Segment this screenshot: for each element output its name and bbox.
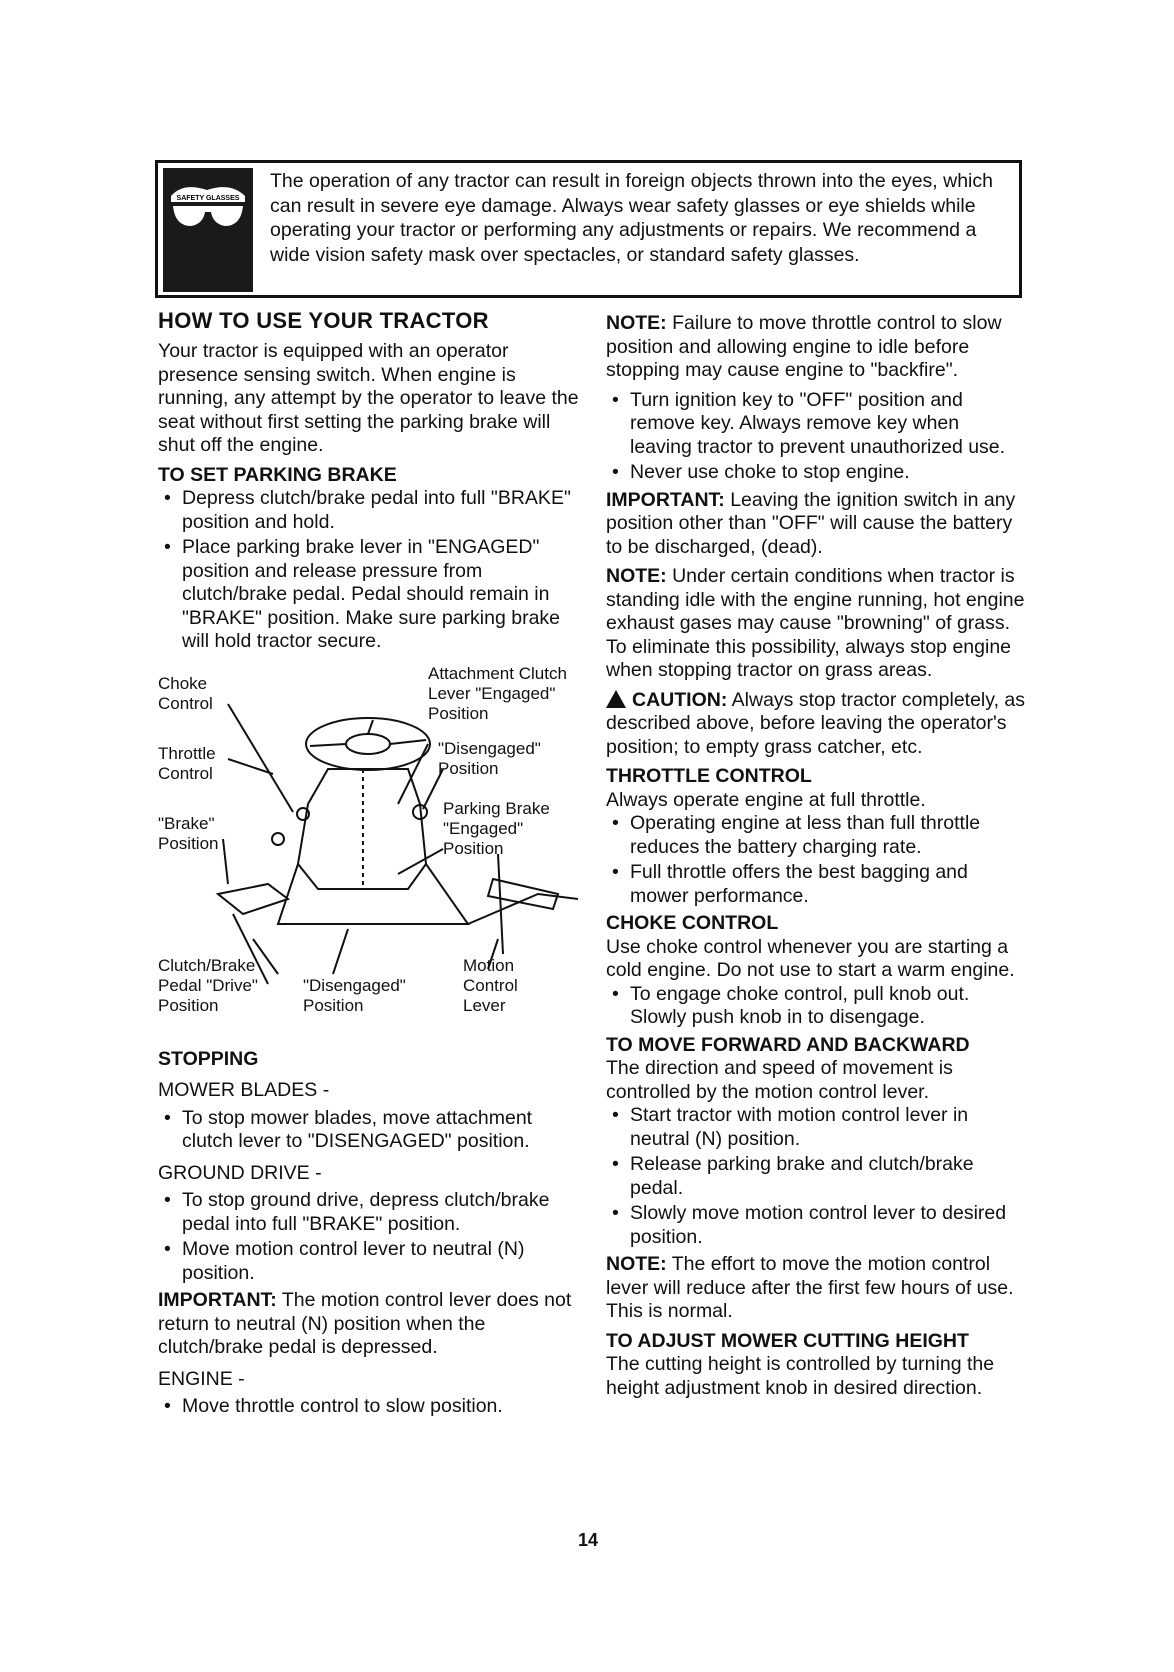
page-title: HOW TO USE YOUR TRACTOR [158,308,489,333]
label-brake-position: "Brake" Position [158,813,219,853]
forward-text: The direction and speed of movement is controlled by the motion control lever. [606,1057,953,1103]
label-clutch-brake-pedal: Clutch/Brake Pedal "Drive" Position [158,955,258,1015]
safety-glasses-icon [163,168,253,292]
note-backfire [606,312,1026,383]
label-disengaged-position: "Disengaged" Position [438,738,541,778]
note-text: Under certain conditions when tractor is standing idle with the engine running, hot engine exhaust gases may cause "browning" of grass. To eliminate this possibility, always stop engine when stopping tractor on grass areas. [606,565,1025,681]
label-pedal-disengaged: "Disengaged" Position [303,975,406,1015]
list-item: • Turn ignition key to "OFF" position and remove key. Always remove key when leaving tractor to prevent unauthorized use. [606,389,1026,460]
cutting-height-text: The cutting height is controlled by turning the height adjustment knob in desired direction. [606,1353,995,1399]
engine-list [158,1395,588,1419]
label-throttle-control: Throttle Control [158,743,216,783]
important-label: IMPORTANT: [158,1289,277,1311]
important-text: The motion control lever does not return to neutral (N) position when the clutch/brake pedal is depressed. [158,1289,572,1358]
list-item: • To stop mower blades, move attachment clutch lever to "DISENGAGED" position. [158,1107,588,1154]
caution-icon [606,690,626,708]
right-column [606,312,1026,1400]
label-parking-brake: Parking Brake "Engaged" Position [443,798,550,858]
choke-text: Use choke control whenever you are starting a cold engine. Do not use to start a warm engine. [606,935,1015,981]
safety-warning-box [155,160,1022,298]
cutting-height-heading: TO ADJUST MOWER CUTTING HEIGHT [606,1329,969,1352]
list-item: • Start tractor with motion control lever in neutral (N) position. [606,1104,1026,1151]
list-item: • Never use choke to stop engine. [606,461,1026,485]
warning-text: The operation of any tractor can result in foreign objects thrown into the eyes, which can result in severe eye damage. Always wear safety glasses or eye shields while operating your tractor or performing any adjustments or repairs. We recommend a wide vision safety mask over spectacles, or standard safety glasses. [270,170,993,266]
left-column [158,308,588,1423]
list-item: • Place parking brake lever in "ENGAGED" position and release pressure from clutch/brake pedal. Pedal should remain in "BRAKE" position. Make sure parking brake will hold tractor secure. [158,536,588,654]
caution-text: Always stop tractor completely, as described above, before leaving the operator's position; to empty grass catcher, etc. [606,688,1025,758]
engine-heading: ENGINE - [158,1367,245,1390]
tractor-controls-diagram [158,664,588,1034]
choke-heading: CHOKE CONTROL [606,912,779,934]
list-item: • Move motion control lever to neutral (N) position. [158,1238,588,1285]
mower-blades-list [158,1107,588,1154]
note-label: NOTE: [606,1253,667,1275]
mower-blades-heading: MOWER BLADES - [158,1079,330,1101]
list-item: • Depress clutch/brake pedal into full "BRAKE" position and hold. [158,487,588,534]
note-text: Failure to move throttle control to slow position and allowing engine to idle before stopping may cause engine to "backfire". [606,312,1002,381]
ignition-list [606,389,1026,485]
note-label: NOTE: [606,312,667,334]
note-text: The effort to move the motion control lever will reduce after the first few hours of use. This is normal. [606,1253,1014,1322]
label-choke-control: Choke Control [158,673,213,713]
list-item: • Full throttle offers the best bagging and mower performance. [606,861,1026,908]
page-number: 14 [578,1530,599,1550]
steering-wheel-shape [306,718,430,770]
ground-drive-list [158,1189,588,1285]
caution-note [606,689,1026,760]
ground-drive-heading: GROUND DRIVE - [158,1161,322,1184]
important-label: IMPORTANT: [606,488,725,511]
intro-paragraph: Your tractor is equipped with an operator presence sensing switch. When engine is running, any attempt by the operator to leave the seat without first setting the parking brake will shut off the engine. [158,340,579,456]
parking-brake-heading: TO SET PARKING BRAKE [158,463,397,486]
label-motion-control-lever: Motion Control Lever [463,955,518,1015]
forward-backward-heading: TO MOVE FORWARD AND BACKWARD [606,1033,970,1056]
list-item: • Move throttle control to slow position. [158,1395,588,1419]
list-item: • Slowly move motion control lever to desired position. [606,1202,1026,1249]
throttle-heading: THROTTLE CONTROL [606,765,812,787]
stopping-heading: STOPPING [158,1047,259,1070]
svg-text:SAFETY GLASSES: SAFETY GLASSES [176,195,240,202]
throttle-text: Always operate engine at full throttle. [606,788,926,811]
parking-brake-list [158,487,588,654]
note-effort [606,1253,1026,1324]
list-item: • Operating engine at less than full throttle reduces the battery charging rate. [606,812,1026,859]
list-item: • To stop ground drive, depress clutch/brake pedal into full "BRAKE" position. [158,1189,588,1236]
note-browning [606,565,1026,683]
note-label: NOTE: [606,565,667,587]
forward-list [606,1104,1026,1249]
throttle-list [606,812,1026,908]
list-item: • Release parking brake and clutch/brake pedal. [606,1153,1026,1200]
label-attachment-clutch: Attachment Clutch Lever "Engaged" Position [428,663,567,723]
choke-list [606,983,1026,1030]
caution-label: CAUTION: [632,688,728,711]
important-note-right [606,489,1026,560]
important-text: Leaving the ignition switch in any position other than "OFF" will cause the battery to be discharged, (dead). [606,488,1016,558]
important-note-left [158,1289,588,1360]
list-item: • To engage choke control, pull knob out. Slowly push knob in to disengage. [606,983,1026,1030]
